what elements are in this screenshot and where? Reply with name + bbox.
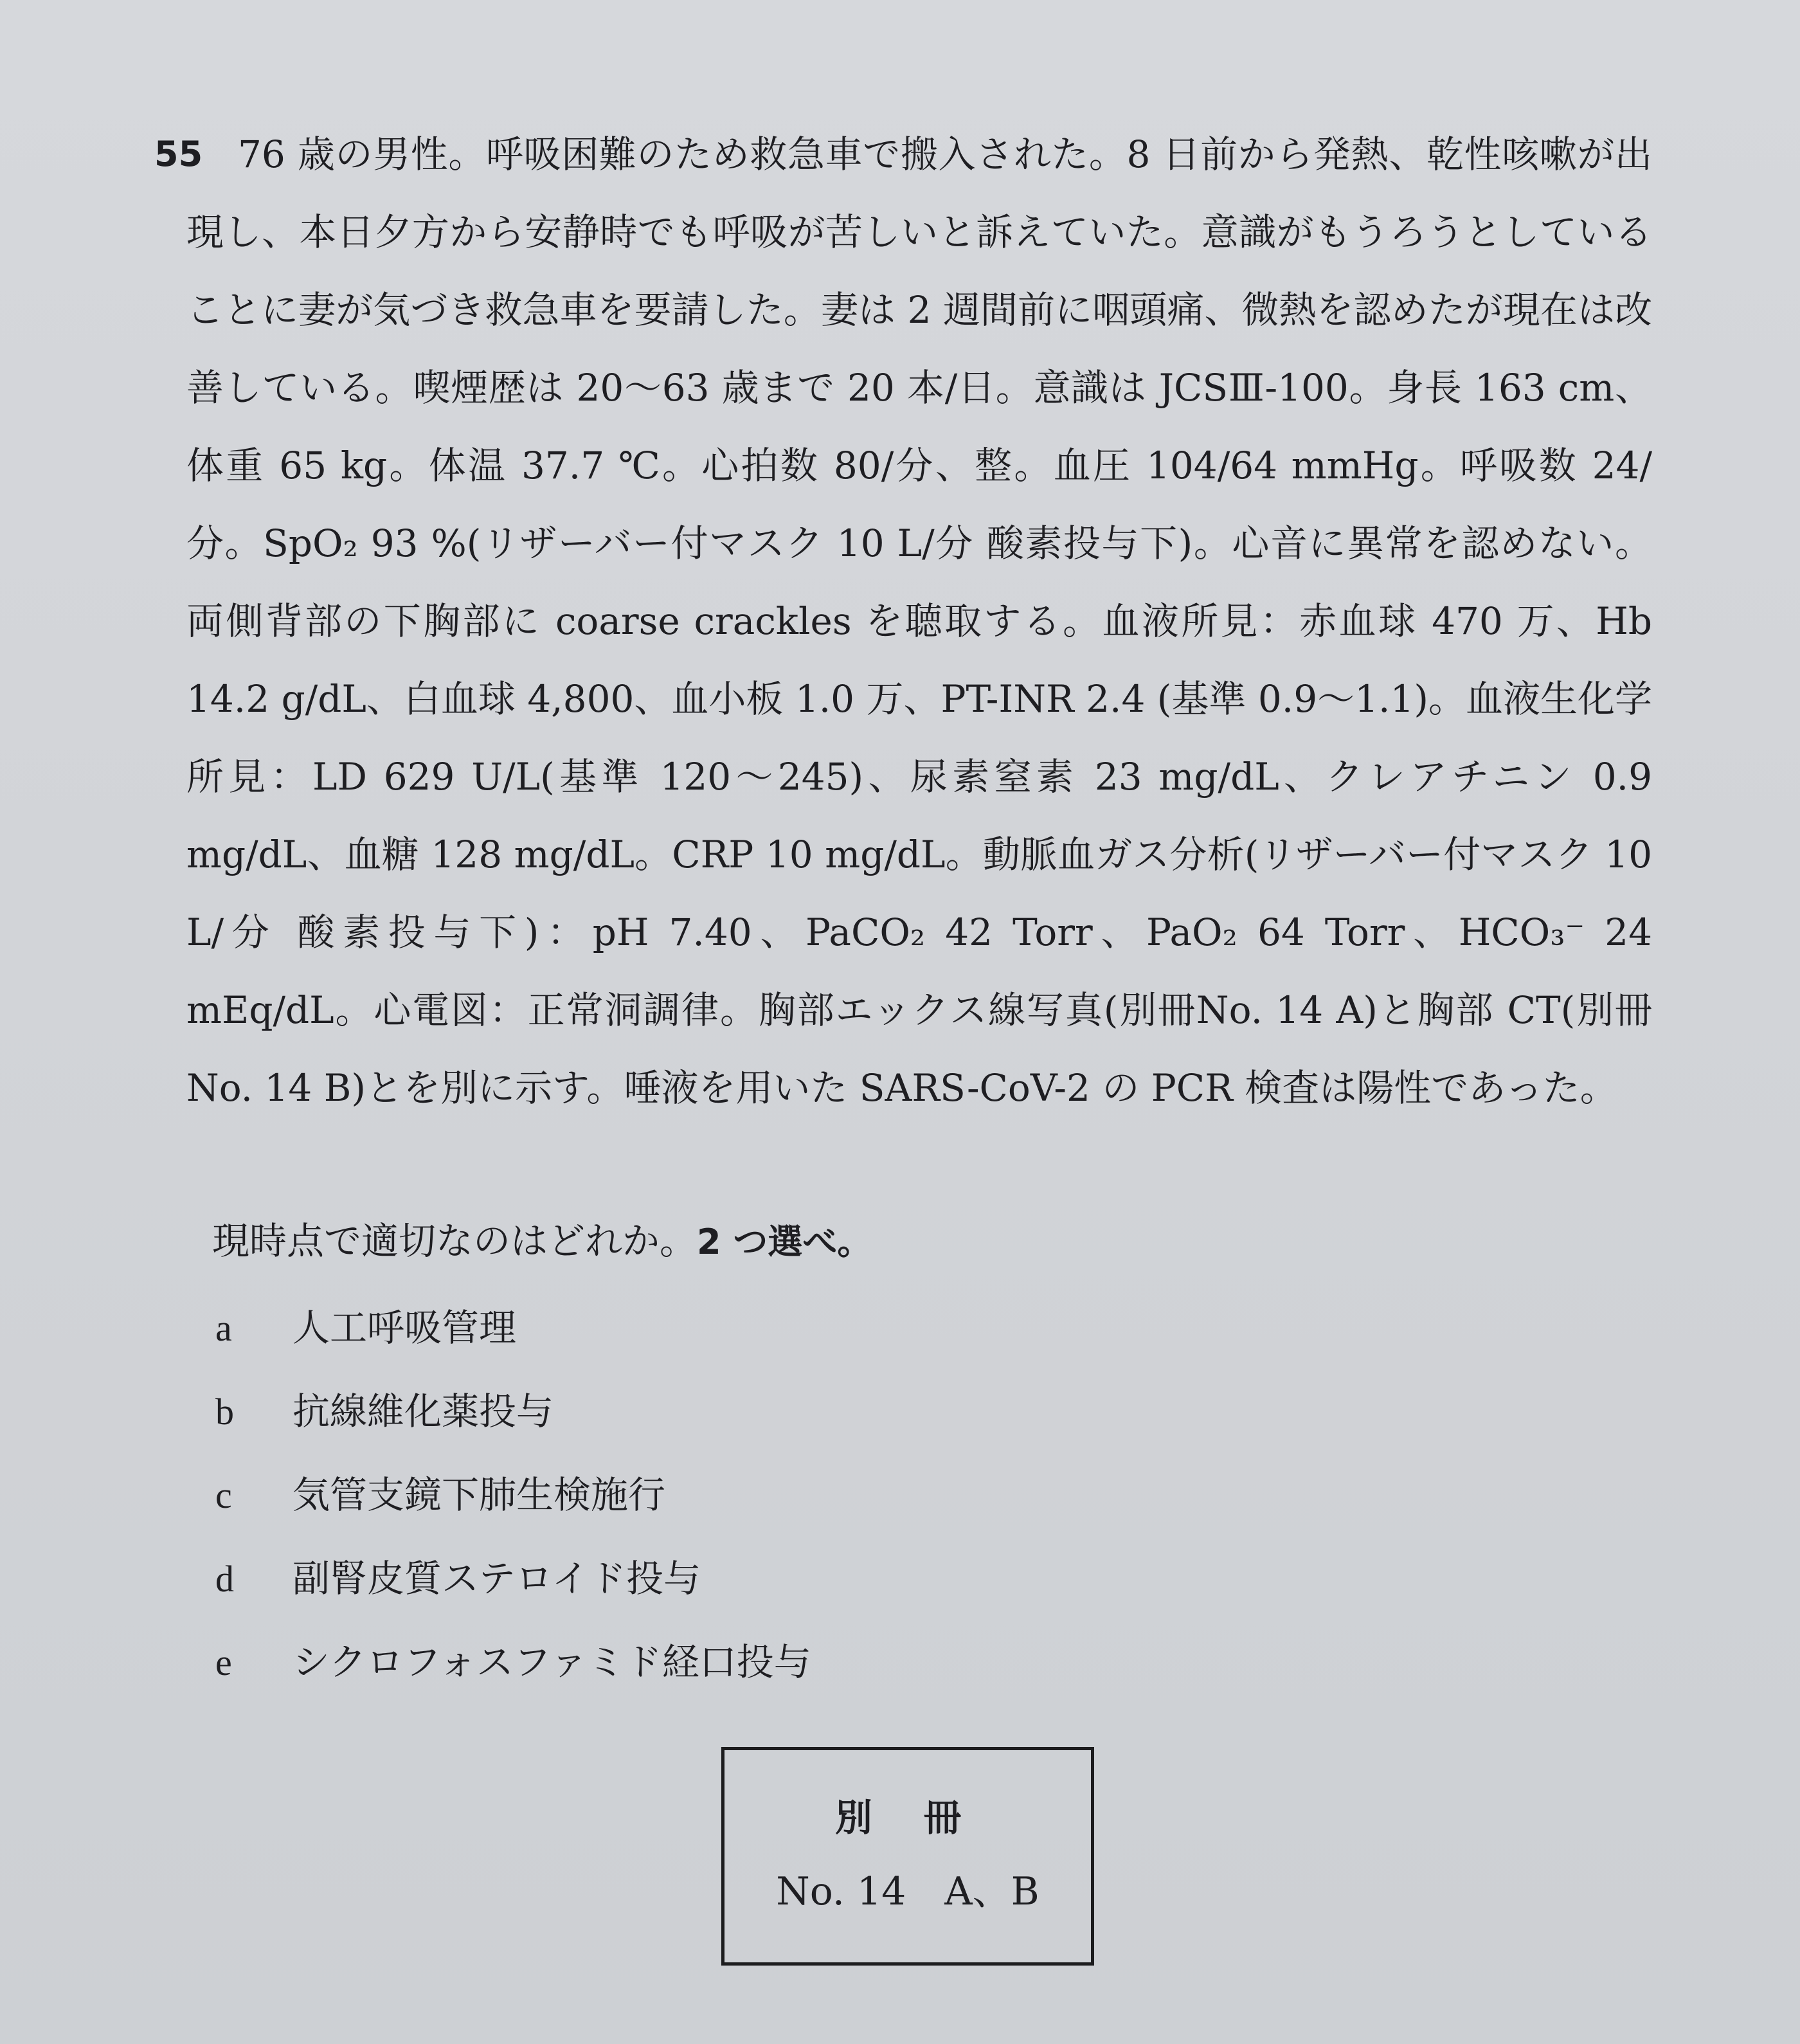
choice-text: シクロフォスファミド経口投与 (292, 1640, 811, 1684)
choice-a[interactable] (215, 1286, 811, 1370)
choice-letter: d (215, 1558, 234, 1600)
supplement-reference: No. 14 A、B (776, 1869, 1040, 1914)
choice-text: 人工呼吸管理 (292, 1306, 517, 1350)
choice-letter: b (215, 1391, 234, 1433)
choice-d[interactable] (215, 1537, 811, 1620)
choice-text: 副腎皮質ステロイド投与 (292, 1557, 701, 1600)
answer-choices (215, 1286, 811, 1704)
choice-text: 気管支鏡下肺生検施行 (292, 1473, 666, 1517)
supplement-reference-box (721, 1747, 1094, 1966)
supplement-title: 別 冊 (834, 1796, 981, 1840)
choice-letter: c (215, 1474, 232, 1516)
choice-letter: e (215, 1642, 232, 1683)
question-stem: 76 歳の男性。呼吸困難のため救急車で搬入された。8 日前から発熱、乾性咳嗽が出現し、本日夕方から安静時でも呼吸が苦しいと訴えていた。意識がもうろうとしていることに妻が気づき救急車を要請した。妻は 2 週間前に咽頭痛、微熱を認めたが現在は改善している。喫煙歴は 20〜63 歳まで 20 本/日。意識は JCSⅢ-100。身長 163 cm、体重 65 kg。体温 37.7 ℃。心拍数 80/分、整。血圧 104/64 mmHg。呼吸数 24/分。SpO₂ 93 %(リザーバー付マスク 10 L/分 酸素投与下)。心音に異常を認めない。両側背部の下胸部に coarse crackles を聴取する。血液所見：赤血球 470 万、Hb 14.2 g/dL、白血球 4,800、血小板 1.0 万、PT-INR 2.4 (基準 0.9〜1.1)。血液生化学所見：LD 629 U/L(基準 120〜245)、尿素窒素 23 mg/dL、クレアチニン 0.9 mg/dL、血糖 128 mg/dL。CRP 10 mg/dL。動脈血ガス分析(リザーバー付マスク 10 L/分 酸素投与下)：pH 7.40、PaCO₂ 42 Torr、PaO₂ 64 Torr、HCO₃⁻ 24 mEq/dL。心電図：正常洞調律。胸部エックス線写真(別冊No. 14 A)と胸部 CT(別冊No. 14 B)とを別に示す。唾液を用いた SARS-CoV-2 の PCR 検査は陽性であった。 (186, 132, 1652, 1110)
question-number: 55 (154, 134, 203, 174)
prompt-text: 現時点で適切なのはどれか。 (212, 1219, 698, 1263)
choice-c[interactable] (215, 1453, 811, 1537)
choice-e[interactable] (215, 1620, 811, 1704)
choice-letter: a (215, 1307, 232, 1349)
choice-text: 抗線維化薬投与 (292, 1389, 554, 1433)
prompt-emphasis: 2 つ選べ。 (697, 1222, 872, 1262)
choice-b[interactable] (215, 1370, 811, 1453)
question-prompt (212, 1202, 872, 1281)
